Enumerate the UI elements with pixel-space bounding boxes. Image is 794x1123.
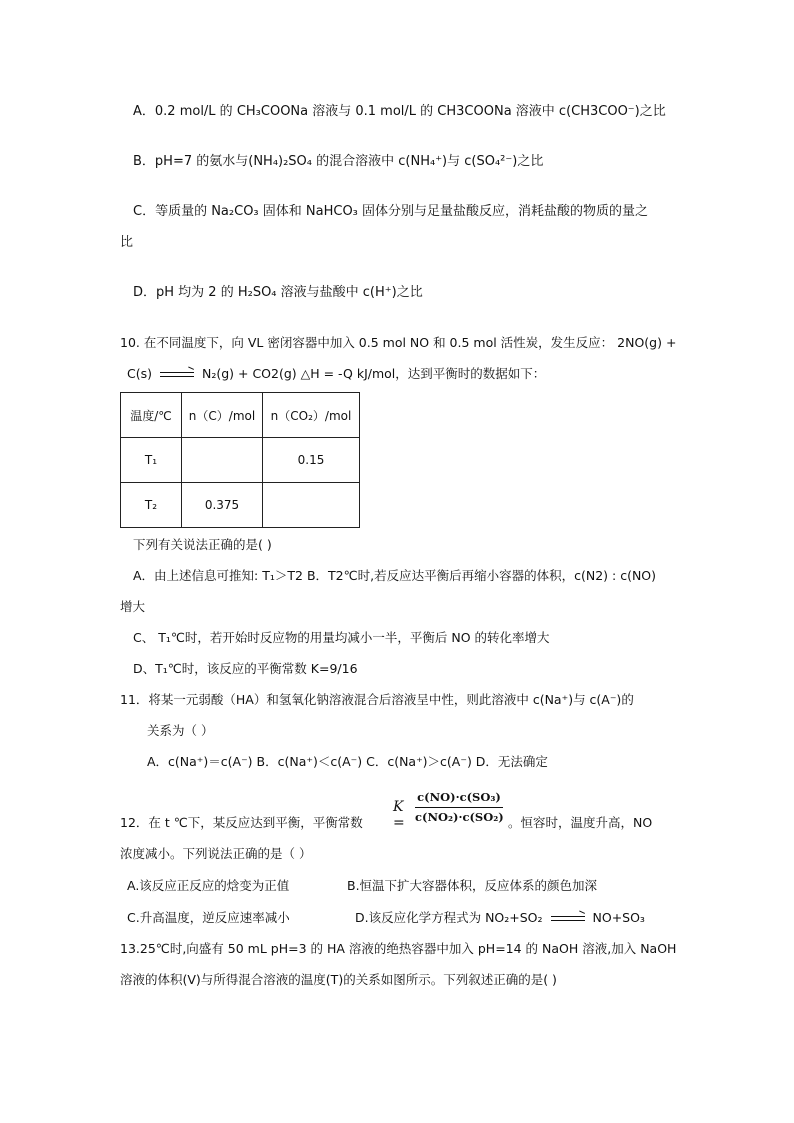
q9-option-d: D．pH 均为 2 的 H₂SO₄ 溶液与盐酸中 c(H⁺)之比	[133, 285, 423, 300]
q12-option-d-reactants: D.该反应化学方程式为 NO₂+SO₂	[355, 910, 543, 925]
q10-reactant-c: C(s)	[127, 366, 152, 381]
table-header-cell: n（C）/mol	[182, 393, 263, 438]
equilibrium-arrow-icon	[160, 370, 194, 380]
q9-option-a: A．0.2 mol/L 的 CH₃COONa 溶液与 0.1 mol/L 的 CH3COONa 溶液中 c(CH3COO⁻)之比	[133, 104, 666, 119]
q13-stem-line2: 溶液的体积(V)与所得混合溶液的温度(T)的关系如图所示。下列叙述正确的是( )	[120, 972, 557, 987]
q12-option-a: A.该反应正反应的焓变为正值	[127, 878, 290, 893]
q13-stem-line1: 13.25℃时,向盛有 50 mL pH=3 的 HA 溶液的绝热容器中加入 pH=14 的 NaOH 溶液,加入 NaOH	[120, 941, 677, 956]
k-symbol: K =	[393, 799, 405, 831]
q11-stem-line1: 11．将某一元弱酸（HA）和氢氧化钠溶液混合后溶液呈中性，则此溶液中 c(Na⁺)与 c(A⁻)的	[120, 692, 634, 707]
q12-option-b: B.恒温下扩大容器体积，反应体系的颜色加深	[347, 878, 598, 893]
table-cell: T₂	[121, 483, 182, 528]
q11-stem-line2: 关系为（ ）	[147, 723, 214, 738]
fraction-bar	[415, 807, 503, 808]
table-cell: T₁	[121, 438, 182, 483]
table-cell	[182, 438, 263, 483]
q9-option-b: B．pH=7 的氨水与(NH₄)₂SO₄ 的混合溶液中 c(NH₄⁺)与 c(SO₄²⁻)之比	[133, 154, 544, 169]
q10-data-table	[120, 392, 360, 528]
q12-stem-line2: 浓度减小。下列说法正确的是（ ）	[120, 846, 312, 861]
q12-option-c: C.升高温度，逆反应速率减小	[127, 910, 290, 925]
q9-option-c-line1: C．等质量的 Na₂CO₃ 固体和 NaHCO₃ 固体分别与足量盐酸反应，消耗盐酸的物质的量之	[133, 204, 649, 219]
k-denominator: c(NO₂)·c(SO₂)	[415, 810, 504, 824]
q10-prompt: 下列有关说法正确的是( )	[133, 537, 272, 552]
table-cell: 0.15	[263, 438, 360, 483]
q9-option-c-line2: 比	[120, 235, 134, 250]
q10-option-a-line1: A．由上述信息可推知: T₁＞T2 B．T2℃时,若反应达平衡后再缩小容器的体积，c(N2) : c(NO)	[133, 568, 657, 583]
q12-option-d-products: NO+SO₃	[592, 910, 645, 925]
q10-stem-line2	[127, 365, 545, 383]
q10-option-c: C、 T₁℃时，若开始时反应物的用量均减小一半，平衡后 NO 的转化率增大	[133, 630, 550, 645]
q12-stem-line1-start: 12．在 t ℃下，某反应达到平衡，平衡常数	[120, 815, 363, 830]
q10-stem-line2-rest: N₂(g) + CO2(g) △H = -Q kJ/mol，达到平衡时的数据如下：	[201, 366, 546, 381]
table-header-row	[121, 393, 360, 438]
q12-stem-line1-end: 。恒容时，温度升高，NO	[508, 815, 653, 830]
table-row	[121, 483, 360, 528]
k-numerator: c(NO)·c(SO₃)	[417, 790, 501, 804]
table-cell: 0.375	[182, 483, 263, 528]
q12-option-d	[355, 909, 645, 927]
table-row	[121, 438, 360, 483]
table-header-cell: 温度/℃	[121, 393, 182, 438]
table-header-cell: n（CO₂）/mol	[263, 393, 360, 438]
table-cell	[263, 483, 360, 528]
q11-options: A．c(Na⁺)＝c(A⁻) B．c(Na⁺)＜c(A⁻) C．c(Na⁺)＞c(A⁻) D．无法确定	[147, 754, 548, 769]
q10-option-a-line2: 增大	[120, 599, 146, 614]
q10-stem-line1: 10. 在不同温度下，向 VL 密闭容器中加入 0.5 mol NO 和 0.5 mol 活性炭，发生反应： 2NO(g) +	[120, 335, 677, 350]
q10-option-d: D、T₁℃时，该反应的平衡常数 K=9/16	[133, 661, 358, 676]
equilibrium-arrow-icon	[551, 914, 585, 924]
